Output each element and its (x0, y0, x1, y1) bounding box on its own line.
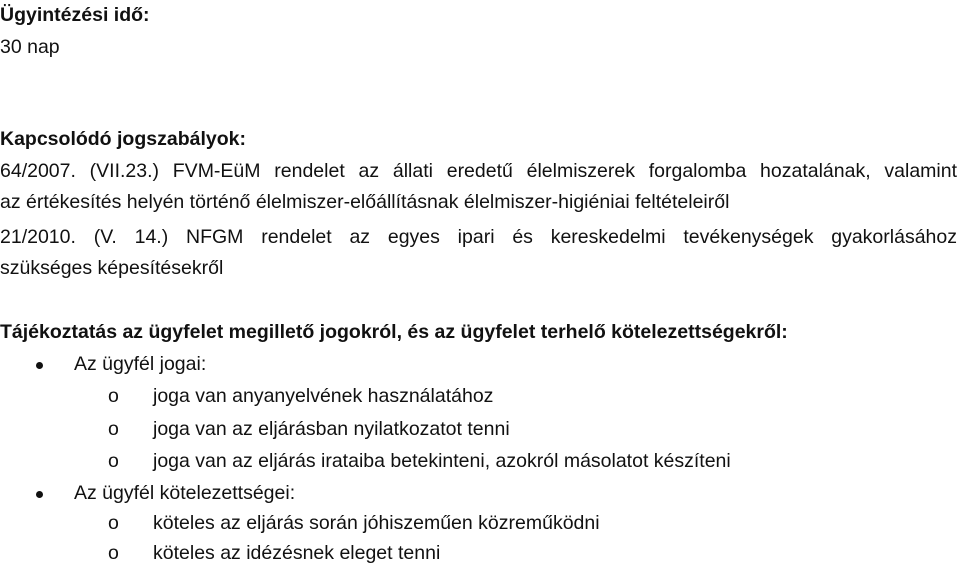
list-marker: o (108, 418, 119, 440)
processing-time-heading: Ügyintézési idő: (0, 4, 150, 26)
bullet-icon (36, 491, 43, 498)
rights-item-1: joga van anyanyelvének használatához (153, 385, 494, 407)
rights-item-3: joga van az eljárás irataiba betekinteni, azokról másolatot készíteni (153, 450, 731, 472)
list-marker: o (108, 385, 119, 407)
list-marker: o (108, 450, 119, 472)
rights-label: Az ügyfél jogai: (74, 353, 207, 375)
law-1-line-1: 64/2007. (VII.23.) FVM-EüM rendelet az állati eredetű élelmiszerek forgalomba hozatalának, valamint (0, 160, 957, 182)
obligations-item-2: köteles az idézésnek eleget tenni (153, 542, 441, 564)
related-laws-heading: Kapcsolódó jogszabályok: (0, 128, 246, 150)
bullet-icon (36, 362, 43, 369)
rights-info-heading: Tájékoztatás az ügyfelet megillető jogokról, és az ügyfelet terhelő kötelezettségekről: (0, 321, 788, 343)
law-2-line-1: 21/2010. (V. 14.) NFGM rendelet az egyes ipari és kereskedelmi tevékenységek gyakorlásához (0, 226, 957, 248)
obligations-item-1: köteles az eljárás során jóhiszeműen közreműködni (153, 512, 600, 534)
law-1-line-2: az értékesítés helyén történő élelmiszer-előállításnak élelmiszer-higiéniai feltételeiről (0, 191, 730, 213)
list-marker: o (108, 542, 119, 564)
rights-item-2: joga van az eljárásban nyilatkozatot tenni (153, 418, 510, 440)
processing-time-value: 30 nap (0, 36, 60, 58)
list-marker: o (108, 512, 119, 534)
obligations-label: Az ügyfél kötelezettségei: (74, 482, 296, 504)
law-2-line-2: szükséges képesítésekről (0, 257, 224, 279)
